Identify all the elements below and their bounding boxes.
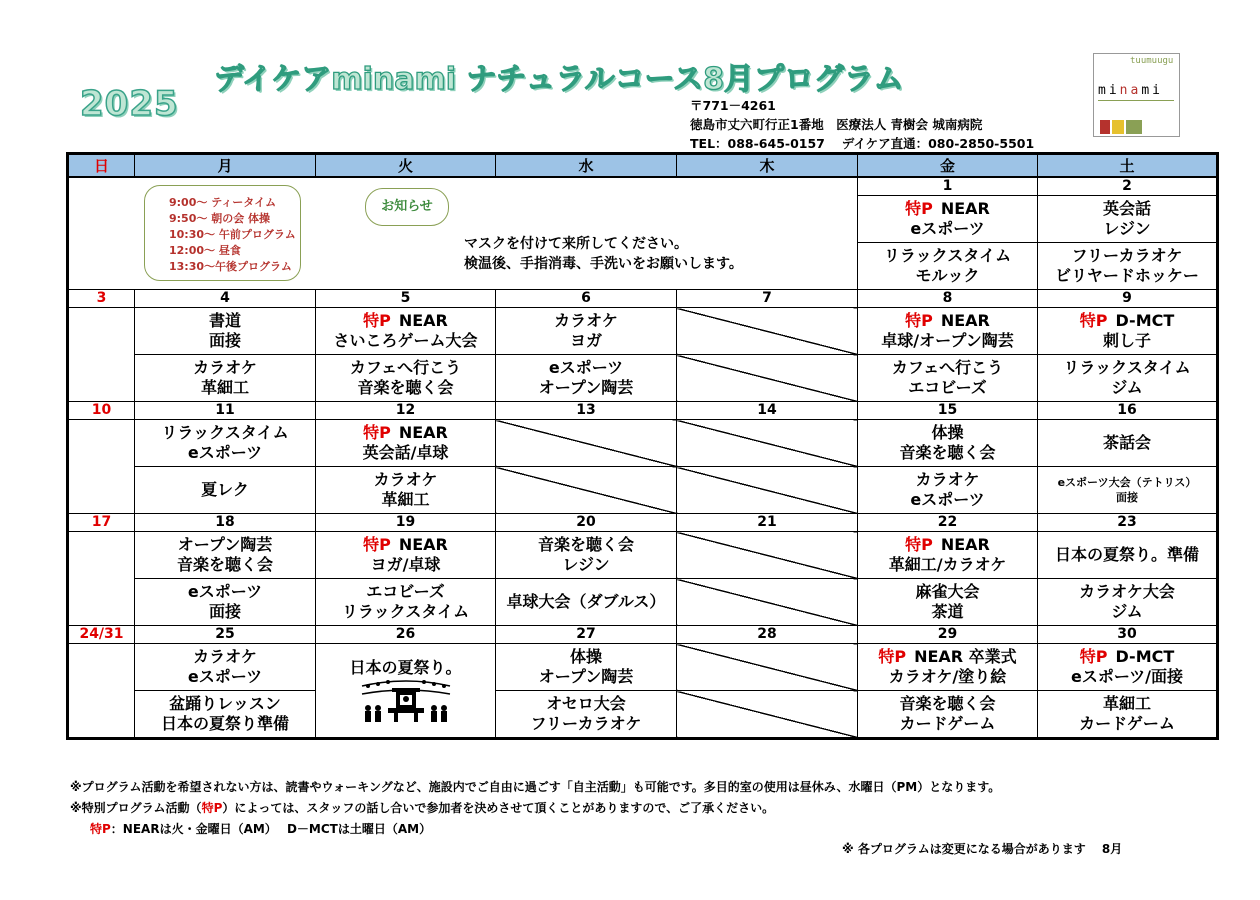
activity-name: 日本の夏祭り。 [349, 657, 462, 677]
activity-cell-tue-am [316, 420, 496, 467]
special-program-mark: 特P [363, 535, 391, 554]
activity-line-2: 音楽を聴く会 [899, 443, 996, 462]
activity-line-2: ジム [1111, 602, 1143, 621]
activity-cell-tue-pm [316, 467, 496, 514]
activity-line-1 [496, 647, 676, 667]
activity-name: 体操 [931, 423, 964, 442]
date-row [68, 514, 1218, 532]
activity-line-1 [135, 311, 315, 331]
activity-cell-sat-am [1038, 644, 1218, 691]
activity-name: 音楽を聴く会 [899, 694, 996, 713]
activity-cell-tue-pm [316, 355, 496, 402]
date-mon: 25 [135, 626, 316, 644]
activity-line-1 [858, 423, 1037, 443]
address: 徳島市丈六町行正1番地 医療法人 青樹会 城南病院 [690, 117, 983, 132]
daily-schedule-box [144, 185, 301, 281]
activity-line-1 [316, 535, 495, 555]
activity-line-1 [316, 470, 495, 490]
activity-line-1 [858, 246, 1037, 266]
special-program-mark: 特P [905, 199, 933, 218]
activity-cell-sat-am [1038, 196, 1218, 243]
activity-line-2: eスポーツ [910, 219, 985, 238]
schedule-item: 13:30～午後プログラム [169, 260, 292, 273]
activity-name: カラオケ [193, 647, 257, 666]
activity-name: eスポーツ [187, 582, 263, 601]
activity-line-1 [858, 535, 1037, 555]
activity-name: eスポーツ [548, 358, 624, 377]
activity-cell-sat-am [1038, 420, 1218, 467]
date-tue: 26 [316, 626, 496, 644]
logo-word: minami [1098, 83, 1163, 98]
date-sat: 2 [1038, 177, 1218, 196]
activity-row-pm [68, 467, 1218, 514]
activity-line-2: eスポーツ [910, 490, 985, 509]
activity-line-2: 革細工 [381, 490, 430, 509]
activity-cell-tue-am [316, 644, 496, 739]
activity-line-1 [1038, 694, 1216, 714]
activity-name: NEAR [398, 535, 448, 554]
activity-cell-fri-pm [858, 467, 1038, 514]
special-program-mark: 特P [363, 423, 391, 442]
activity-name: NEAR [940, 535, 990, 554]
activity-cell-sun-am [68, 308, 135, 402]
special-program-mark: 特P [878, 647, 907, 666]
logo-block-green [1126, 120, 1142, 134]
activity-line-2: 日本の夏祭り準備 [160, 714, 289, 733]
date-sat: 23 [1038, 514, 1218, 532]
date-thu: 28 [677, 626, 858, 644]
no-program-cell [677, 691, 858, 739]
activity-name: カラオケ [373, 470, 438, 489]
activity-name: リラックスタイム [883, 246, 1012, 265]
activity-line-1 [1038, 475, 1216, 490]
activity-cell-fri-pm [858, 691, 1038, 739]
weekday-sat: 土 [1038, 154, 1218, 178]
activity-line-2: レジン [1103, 219, 1151, 238]
activity-line-1 [1038, 311, 1216, 331]
activity-name: 卓球大会（ダブルス） [506, 592, 666, 611]
date-row [68, 290, 1218, 308]
activity-name: 夏レク [201, 480, 249, 499]
activity-name: 体操 [569, 647, 602, 666]
activity-line-2: 卓球/オープン陶芸 [881, 331, 1014, 350]
activity-line-2: 英会話/卓球 [362, 443, 449, 462]
activity-name: NEAR [940, 311, 990, 330]
activity-cell-mon-pm [135, 579, 316, 626]
activity-line-1 [1038, 582, 1216, 602]
activity-name: カフェへ行こう [349, 358, 462, 377]
activity-name: 革細工 [1102, 694, 1151, 713]
no-program-cell [677, 467, 858, 514]
date-thu: 7 [677, 290, 858, 308]
activity-name: 麻雀大会 [915, 582, 980, 601]
notice-text [464, 234, 743, 274]
activity-line-2: 革細工/カラオケ [888, 555, 1007, 574]
activity-cell-mon-pm [135, 467, 316, 514]
activity-name: 日本の夏祭り。準備 [1054, 545, 1199, 564]
notice-line: マスクを付けて来所してください。 [464, 236, 688, 252]
activity-line-1 [1038, 199, 1216, 219]
activity-line-1 [496, 592, 676, 612]
activity-name: D-MCT [1115, 647, 1175, 666]
festival-illustration [358, 678, 454, 724]
activity-name: カラオケ [193, 358, 257, 377]
weekday-thu: 木 [677, 154, 858, 178]
logo-divider [1098, 100, 1174, 101]
special-program-mark: 特P [905, 535, 933, 554]
activity-line-1 [135, 694, 315, 714]
activity-cell-sat-am [1038, 532, 1218, 579]
activity-line-1 [316, 311, 495, 331]
activity-row-am [68, 420, 1218, 467]
activity-cell-wed-pm [496, 355, 677, 402]
activity-name: カフェへ行こう [891, 358, 1004, 377]
activity-name: eスポーツ大会（テトリス） [1057, 476, 1197, 489]
activity-row-am [68, 308, 1218, 355]
footer-note-4: ※ 各プログラムは変更になる場合があります 8月 [842, 842, 1123, 856]
no-program-cell [677, 644, 858, 691]
special-program-mark: 特P [905, 311, 933, 330]
activity-line-2: フリーカラオケ [530, 714, 642, 733]
activity-cell-sat-pm [1038, 243, 1218, 290]
activity-line-2: さいころゲーム大会 [333, 331, 478, 350]
activity-name: 書道 [208, 311, 241, 330]
logo-vertical-text: tuumuugu [1130, 56, 1174, 66]
activity-cell-sat-pm [1038, 467, 1218, 514]
date-sun: 17 [68, 514, 135, 532]
special-program-mark: 特P [1079, 311, 1108, 330]
activity-line-2: ビリヤードホッケー [1055, 266, 1199, 285]
date-row [68, 626, 1218, 644]
activity-cell-mon-am [135, 420, 316, 467]
activity-name: リラックスタイム [1063, 358, 1191, 377]
activity-line-1 [135, 480, 315, 500]
telephone: TEL：088-645-0157 デイケア直通：080-2850-5501 [690, 134, 1034, 154]
activity-cell-fri-pm [858, 579, 1038, 626]
date-fri: 22 [858, 514, 1038, 532]
activity-line-2: 面接 [208, 602, 241, 621]
date-mon: 4 [135, 290, 316, 308]
activity-line-1 [1038, 545, 1216, 565]
date-thu: 21 [677, 514, 858, 532]
activity-cell-mon-pm [135, 691, 316, 739]
date-tue: 5 [316, 290, 496, 308]
logo-block-yellow [1112, 120, 1124, 134]
weekday-header-row [68, 154, 1218, 178]
activity-cell-tue-am [316, 532, 496, 579]
weekday-mon: 月 [135, 154, 316, 178]
activity-line-2: 面接 [1116, 491, 1138, 504]
activity-line-1 [858, 694, 1037, 714]
activity-name: フリーカラオケ [1071, 246, 1183, 265]
date-mon: 11 [135, 402, 316, 420]
notice-line: 検温後、手指消毒、手洗いをお願いします。 [464, 256, 743, 272]
schedule-item: 9:00～ ティータイム [169, 196, 277, 209]
activity-cell-wed-am [496, 308, 677, 355]
activity-line-1 [858, 647, 1037, 667]
activity-name: 英会話 [1102, 199, 1151, 218]
activity-line-1 [496, 694, 676, 714]
activity-row-pm [68, 691, 1218, 739]
no-program-cell [677, 579, 858, 626]
date-fri: 8 [858, 290, 1038, 308]
date-wed: 13 [496, 402, 677, 420]
activity-line-2: モルック [915, 266, 980, 285]
activity-cell-sat-pm [1038, 691, 1218, 739]
activity-line-2: 革細工 [200, 378, 249, 397]
date-sat: 16 [1038, 402, 1218, 420]
activity-line-2: オープン陶芸 [538, 378, 634, 397]
activity-cell-wed-am [496, 532, 677, 579]
activity-cell-fri-am [858, 644, 1038, 691]
activity-name: オープン陶芸 [177, 535, 273, 554]
date-tue: 12 [316, 402, 496, 420]
activity-line-2: 面接 [208, 331, 241, 350]
weekday-fri: 金 [858, 154, 1038, 178]
activity-line-1 [1038, 246, 1216, 266]
date-sun: 24/31 [68, 626, 135, 644]
activity-cell-sat-pm [1038, 579, 1218, 626]
schedule-item: 9:50～ 朝の会 体操 [169, 212, 271, 225]
date-wed: 6 [496, 290, 677, 308]
activity-name: NEAR [398, 311, 448, 330]
activity-line-1 [316, 658, 495, 678]
activity-cell-fri-pm [858, 243, 1038, 290]
activity-line-2: ジム [1111, 378, 1143, 397]
activity-line-2: 音楽を聴く会 [176, 555, 273, 574]
activity-name: 茶話会 [1102, 433, 1151, 452]
activity-line-2: エコビーズ [908, 378, 987, 397]
activity-cell-fri-am [858, 308, 1038, 355]
weekday-sun: 日 [68, 154, 135, 178]
schedule-item: 12:00～ 昼食 [169, 244, 241, 257]
activity-line-1 [316, 423, 495, 443]
activity-cell-sun-am [68, 532, 135, 626]
activity-line-2: 刺し子 [1102, 331, 1151, 350]
date-mon: 18 [135, 514, 316, 532]
activity-cell-wed-pm [496, 691, 677, 739]
no-program-cell [496, 420, 677, 467]
activity-line-1 [316, 358, 495, 378]
activity-line-1 [858, 311, 1037, 331]
activity-line-2: eスポーツ [187, 443, 263, 462]
date-tue: 19 [316, 514, 496, 532]
activity-line-1 [858, 358, 1037, 378]
date-thu: 14 [677, 402, 858, 420]
no-program-cell [677, 420, 858, 467]
activity-cell-sat-am [1038, 308, 1218, 355]
activity-cell-fri-am [858, 196, 1038, 243]
activity-cell-fri-pm [858, 355, 1038, 402]
notice-badge: お知らせ [365, 188, 449, 226]
activity-line-1 [135, 647, 315, 667]
activity-row-am [68, 644, 1218, 691]
activity-row-pm [68, 355, 1218, 402]
activity-line-1 [316, 582, 495, 602]
no-program-cell [677, 532, 858, 579]
activity-cell-tue-am [316, 308, 496, 355]
activity-cell-sun-am [68, 420, 135, 514]
activity-name: カラオケ大会 [1079, 582, 1175, 601]
page-title: デイケアminami ナチュラルコース8月プログラム [214, 62, 904, 97]
year-label: 2025 [80, 84, 179, 124]
activity-name: D-MCT [1115, 311, 1175, 330]
activity-line-1 [135, 423, 315, 443]
schedule-item: 10:30～ 午前プログラム [169, 228, 296, 241]
activity-line-1 [1038, 647, 1216, 667]
activity-name: 音楽を聴く会 [537, 535, 634, 554]
activity-cell-tue-pm [316, 579, 496, 626]
postal-code: 〒771－4261 [690, 98, 776, 113]
weekday-tue: 火 [316, 154, 496, 178]
footer-note-1: ※プログラム活動を希望されない方は、読書やウォーキングなど、施設内でご自由に過ごす「自主活動」も可能です。多目的室の使用は昼休み、水曜日（PM）となります。 [70, 780, 1001, 794]
activity-line-1 [1038, 358, 1216, 378]
activity-name: オセロ大会 [546, 694, 626, 713]
weekday-wed: 水 [496, 154, 677, 178]
no-program-cell [677, 355, 858, 402]
activity-row-pm [68, 579, 1218, 626]
activity-cell-mon-am [135, 644, 316, 691]
date-wed: 20 [496, 514, 677, 532]
activity-cell-mon-am [135, 308, 316, 355]
activity-cell-wed-pm [496, 579, 677, 626]
activity-line-2: ヨガ [569, 331, 602, 350]
activity-line-2: 茶道 [931, 602, 964, 621]
date-fri: 1 [858, 177, 1038, 196]
activity-cell-mon-pm [135, 355, 316, 402]
date-row [68, 402, 1218, 420]
activity-name: カラオケ [554, 311, 618, 330]
date-wed: 27 [496, 626, 677, 644]
special-program-mark: 特P [363, 311, 391, 330]
date-sun: 10 [68, 402, 135, 420]
activity-line-2: オープン陶芸 [538, 667, 634, 686]
activity-line-2: レジン [562, 555, 610, 574]
date-fri: 15 [858, 402, 1038, 420]
activity-line-2: 音楽を聴く会 [357, 378, 454, 397]
activity-cell-fri-am [858, 532, 1038, 579]
activity-line-1 [858, 582, 1037, 602]
activity-line-2: カラオケ/塗り絵 [888, 667, 1007, 686]
activity-cell-sat-pm [1038, 355, 1218, 402]
activity-cell-fri-am [858, 420, 1038, 467]
activity-name: エコビーズ [366, 582, 445, 601]
activity-line-2: カードゲーム [899, 714, 996, 733]
activity-line-1 [1038, 433, 1216, 453]
minami-logo [1093, 53, 1180, 137]
activity-cell-mon-am [135, 532, 316, 579]
activity-line-1 [135, 582, 315, 602]
date-sat: 30 [1038, 626, 1218, 644]
footer-note-2: ※特別プログラム活動（特P）によっては、スタッフの話し合いで参加者を決めさせて頂くことがありますので、ご了承ください。 [70, 801, 775, 815]
activity-line-2: リラックスタイム [341, 602, 470, 621]
activity-line-2: eスポーツ [187, 667, 263, 686]
date-sun: 3 [68, 290, 135, 308]
logo-block-red [1100, 120, 1110, 134]
activity-line-1 [858, 199, 1037, 219]
activity-line-1 [135, 358, 315, 378]
activity-line-1 [496, 535, 676, 555]
activity-cell-wed-am [496, 644, 677, 691]
activity-line-1 [496, 311, 676, 331]
activity-name: NEAR [940, 199, 990, 218]
special-program-mark: 特P [1079, 647, 1108, 666]
activity-name: リラックスタイム [161, 423, 289, 442]
activity-name: NEAR 卒業式 [914, 647, 1017, 666]
date-sat: 9 [1038, 290, 1218, 308]
no-program-cell [677, 308, 858, 355]
activity-name: NEAR [398, 423, 448, 442]
footer-note-3: 特P：NEARは火・金曜日（AM） D－MCTは土曜日（AM） [90, 822, 432, 836]
activity-line-2: eスポーツ/面接 [1070, 667, 1184, 686]
date-fri: 29 [858, 626, 1038, 644]
activity-line-1 [858, 470, 1037, 490]
contact-info [690, 96, 1034, 154]
activity-line-2: ヨガ/卓球 [370, 555, 441, 574]
activity-line-1 [135, 535, 315, 555]
activity-line-2: カードゲーム [1079, 714, 1175, 733]
activity-row-am [68, 532, 1218, 579]
activity-name: カラオケ [915, 470, 980, 489]
activity-line-1 [496, 358, 676, 378]
activity-name: 盆踊りレッスン [169, 694, 281, 713]
activity-cell-sun-am [68, 644, 135, 739]
no-program-cell [496, 467, 677, 514]
